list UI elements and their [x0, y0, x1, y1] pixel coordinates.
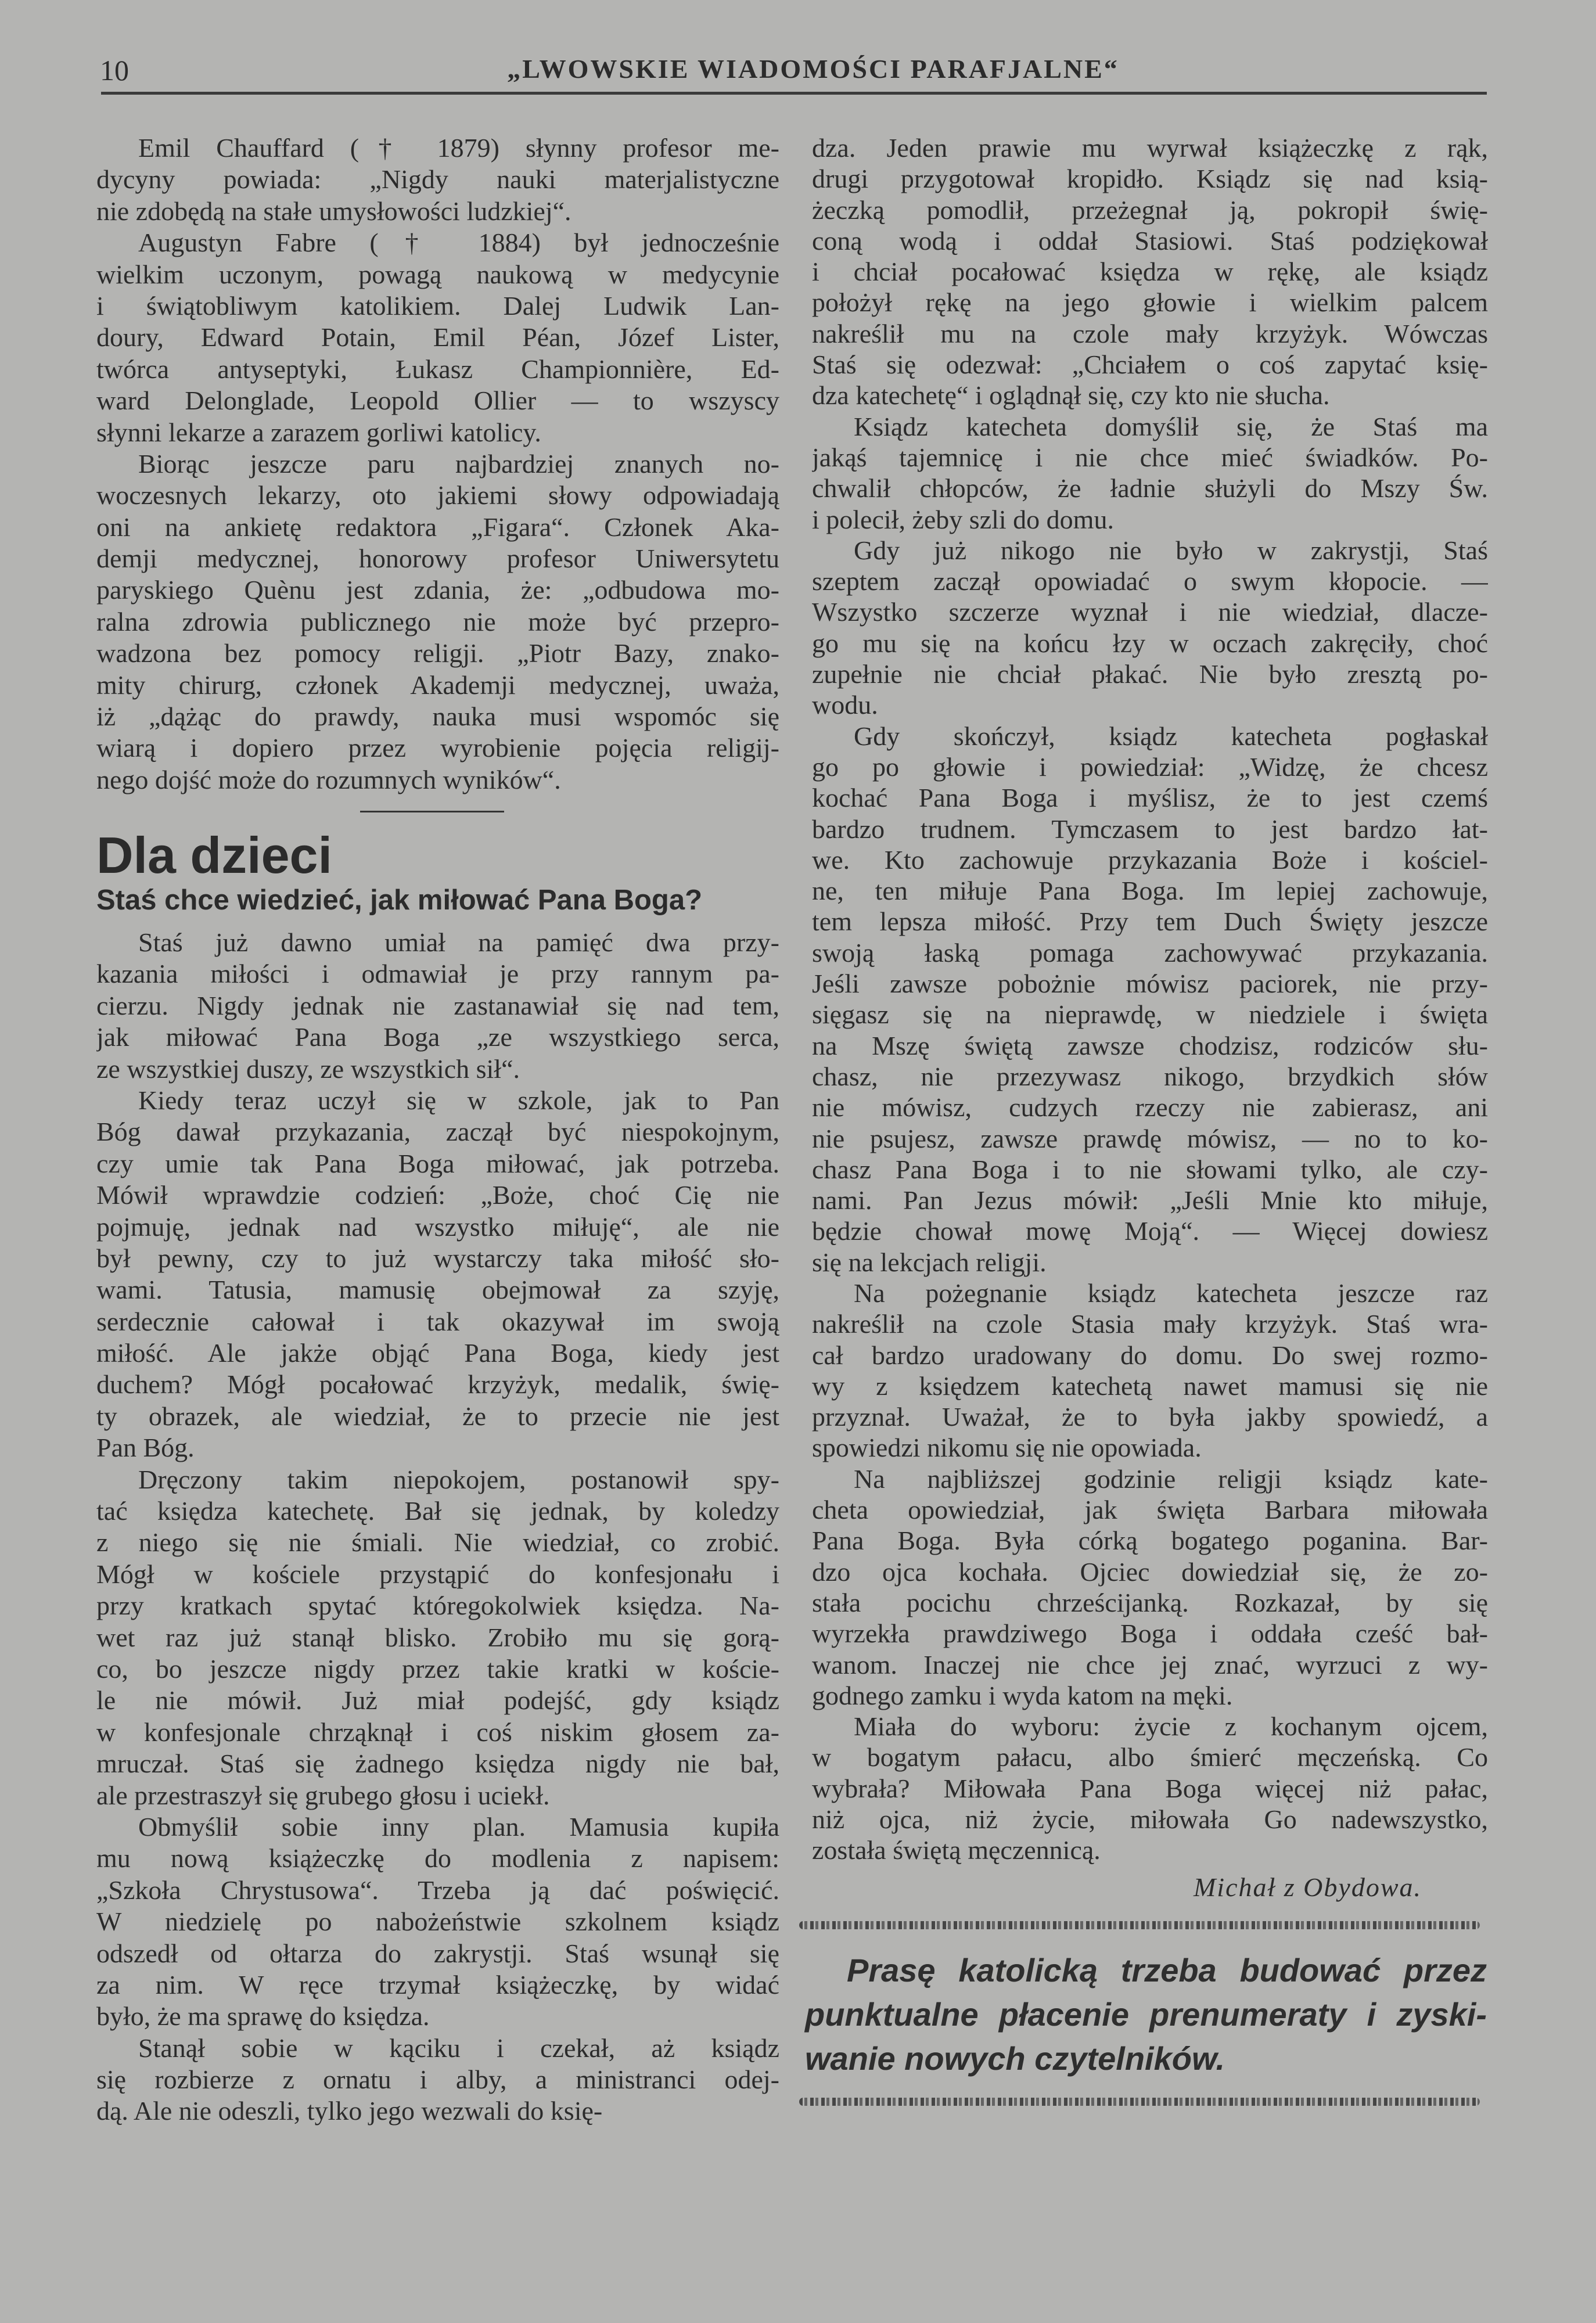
ornamental-border-bottom: [799, 2098, 1480, 2106]
text-line: zupełnie nie chciał płakać. Nie było zresztą po-: [812, 659, 1488, 689]
text-line: ty obrazek, ale wiedział, że to przecie nie jest: [96, 1401, 779, 1431]
text-line: Mógł w kościele przystąpić do konfesjonału i: [96, 1559, 779, 1589]
text-line: Pana Boga. Była córką bogatego poganina. Bar-: [812, 1526, 1488, 1556]
text-line: twórca antyseptyki, Łukasz Championnière, Ed-: [96, 354, 779, 384]
text-line: cheta opowiedział, jak święta Barbara miłowała: [812, 1495, 1488, 1525]
text-line: cierzu. Nigdy jednak nie zastanawiał się nad tem,: [96, 990, 779, 1020]
text-line: dza. Jeden prawie mu wyrwał książeczkę z rąk,: [812, 133, 1488, 163]
text-line: Ksiądz katecheta domyślił się, że Staś ma: [854, 411, 1488, 441]
text-line: Gdy już nikogo nie było w zakrystji, Staś: [854, 535, 1488, 565]
text-line: co, bo jeszcze nigdy przez takie kratki w koście-: [96, 1653, 779, 1684]
text-line: kochać Pana Boga i myślisz, że to jest czemś: [812, 783, 1488, 813]
paragraph: [812, 721, 1488, 1278]
section-heading: Dla dzieci: [96, 826, 332, 884]
press-slogan: [805, 1948, 1487, 2081]
text-line: wy z księdzem katechetą nawet mamusi się nie: [812, 1371, 1488, 1401]
text-line: Pan Bóg.: [96, 1433, 195, 1463]
text-line: chasz, nie przezywasz nikogo, brzydkich słów: [812, 1061, 1488, 1091]
left-column-article: [96, 927, 779, 2127]
text-line: chasz Pana Boga i to nie słowami tylko, ale czy-: [812, 1154, 1488, 1184]
text-line: wanom. Inaczej nie chce jej znać, wyrzuci z wy-: [812, 1649, 1488, 1680]
paragraph: [812, 132, 1488, 411]
ornamental-border-top: [799, 1921, 1480, 1929]
text-line: doury, Edward Potain, Emil Péan, Józef Lister,: [96, 322, 779, 353]
text-line: dą. Ale nie odeszli, tylko jego wezwali do księ-: [96, 2096, 603, 2126]
text-line: niż ojca, niż życie, miłowała Go nadewszystko,: [812, 1804, 1488, 1835]
text-line: w konfesjonale chrząknął i coś niskim głosem za-: [96, 1717, 779, 1747]
text-line: drugi przygotował kropidło. Ksiądz się nad ksią-: [812, 164, 1488, 194]
text-line: cał bardzo uradowany do domu. Do swej rozmo-: [812, 1340, 1488, 1370]
text-line: ze wszystkiej duszy, ze wszystkich sił“.: [96, 1053, 520, 1084]
text-line: wami. Tatusia, mamusię obejmował za szyję,: [96, 1275, 779, 1305]
text-line: Biorąc jeszcze paru najbardziej znanych no-: [138, 448, 779, 479]
text-line: chwalił chłopców, że ładnie służyli do Mszy Św.: [812, 473, 1488, 504]
text-line: się rozbierze z ornatu i alby, a ministranci odej-: [96, 2065, 779, 2095]
paragraph: [96, 227, 779, 448]
text-line: dycyny powiada: „Nigdy nauki materjalistyczne: [96, 164, 779, 195]
text-line: ralna zdrowia publicznego nie może być przepro-: [96, 606, 779, 637]
left-column-intro: [96, 132, 779, 796]
text-line: z niego się nie śmiali. Nie wiedział, co zrobić.: [96, 1527, 779, 1558]
text-line: woczesnych lekarzy, oto jakiemi słowy odpowiadają: [96, 480, 779, 510]
text-line: ward Delonglade, Leopold Ollier — to wszyscy: [96, 386, 779, 416]
paragraph: [812, 1278, 1488, 1463]
text-line: przyznał. Uważał, że to była jakby spowiedź, a: [812, 1402, 1488, 1432]
page-number: 10: [100, 54, 129, 87]
text-line: demji medycznej, honorowy profesor Uniwersytetu: [96, 544, 779, 574]
text-line: nami. Pan Jezus mówił: „Jeśli Mnie kto miłuje,: [812, 1185, 1488, 1216]
text-line: coną wodą i oddał Stasiowi. Staś podziękował: [812, 225, 1488, 256]
text-line: słynni lekarze a zarazem gorliwi katolicy.: [96, 417, 541, 447]
paragraph: [96, 1811, 779, 2033]
text-line: miłość. Ale jakże objąć Pana Boga, kiedy jest: [96, 1338, 779, 1368]
text-line: Jeśli zawsze pobożnie mówisz paciorek, nie przy-: [812, 969, 1488, 999]
text-line: Staś już dawno umiał na pamięć dwa przy-: [138, 927, 779, 957]
author-signature: Michał z Obydowa.: [1193, 1872, 1422, 1902]
text-line: jakąś tajemnicę i nie chce mieć świadków. Po-: [812, 442, 1488, 472]
article-subheading: Staś chce wiedzieć, jak miłować Pana Boga?: [96, 884, 703, 916]
text-line: nakreślił mu na czole mały krzyżyk. Wówczas: [812, 318, 1488, 348]
text-line: Miała do wyboru: życie z kochanym ojcem,: [854, 1711, 1488, 1742]
text-line: w bogatym pałacu, albo śmierć męczeńską. Co: [812, 1742, 1488, 1772]
text-line: serdecznie całował i tak okazywał im swoją: [96, 1306, 779, 1336]
text-line: Augustyn Fabre († 1884) był jednocześnie: [138, 228, 779, 258]
text-line: nego dojść może do rozumnych wyników“.: [96, 764, 561, 794]
section-divider: [360, 811, 504, 812]
text-line: wadzona bez pomocy religji. „Piotr Bazy, znako-: [96, 638, 779, 668]
text-line: był pewny, czy to już wystarczy taka miłość sło-: [96, 1243, 779, 1273]
running-title: „LWOWSKIE WIADOMOŚCI PARAFJALNE“: [507, 54, 1119, 84]
text-line: spowiedzi nikomu się nie opowiada.: [812, 1433, 1202, 1463]
text-line: dza katechetę“ i oglądnął się, czy kto nie słucha.: [812, 380, 1330, 411]
paragraph: [812, 535, 1488, 721]
text-line: Staś się odezwał: „Chciałem o coś zapytać księ-: [812, 350, 1488, 380]
paragraph: [96, 2033, 779, 2127]
text-line: duchem? Mógł pocałować krzyżyk, medalik, świę-: [96, 1369, 779, 1400]
text-line: go po głowie i powiedział: „Widzę, że chcesz: [812, 751, 1488, 782]
text-line: wiarą i dopiero przez wyrobienie pojęcia religij-: [96, 733, 779, 763]
text-line: została świętą męczennicą.: [812, 1835, 1101, 1865]
paragraph: [96, 132, 779, 227]
text-line: dzo ojca kochała. Ojciec dowiedział się, że zo-: [812, 1556, 1488, 1587]
text-line: szeptem zaczął opowiadać o swym kłopocie. —: [812, 566, 1488, 596]
text-line: odszedł od ołtarza do zakrystji. Staś wsunął się: [96, 1938, 779, 1968]
text-line: Na pożegnanie ksiądz katecheta jeszcze raz: [854, 1278, 1488, 1308]
paragraph: [96, 1085, 779, 1464]
text-line: Bóg dawał przykazania, zaczął być niespokojnym,: [96, 1117, 779, 1147]
paragraph: [812, 1463, 1488, 1711]
text-line: żeczką pomodlił, przeżegnał ją, pokropił świę-: [812, 195, 1488, 225]
text-line: wielkim uczonym, powagą naukową w medycynie: [96, 259, 779, 289]
text-line: było, że ma sprawę do księdza.: [96, 2001, 430, 2031]
text-line: nakreślił na czole Stasia mały krzyżyk. Staś wra-: [812, 1309, 1488, 1339]
text-line: ne, ten miłuje Pana Boga. Im lepiej zachowuje,: [812, 876, 1488, 906]
text-line: położył rękę na jego głowie i wielkim palcem: [812, 287, 1488, 318]
text-line: się na lekcjach religji.: [812, 1247, 1047, 1277]
text-line: iż „dążąc do prawdy, nauka musi wspomóc się: [96, 702, 779, 732]
text-line: Wszystko szczerze wyznał i nie wiedział, dlacze-: [812, 597, 1488, 627]
slogan-line: punktualne płacenie prenumeraty i zyski-: [805, 1996, 1487, 2033]
paragraph: [812, 411, 1488, 535]
text-line: stała pocichu chrześcijanką. Rozkazał, by się: [812, 1587, 1488, 1617]
text-line: mu nową książeczkę do modlenia z napisem:: [96, 1843, 779, 1873]
text-line: tać księdza katechetę. Bał się jednak, by koledzy: [96, 1496, 779, 1526]
paragraph: [96, 448, 779, 796]
text-line: mruczał. Staś się żadnego księdza nigdy nie bał,: [96, 1749, 779, 1779]
header-rule: [101, 92, 1487, 95]
text-line: nie psujesz, zawsze prawdę mówisz, — no to ko-: [812, 1123, 1488, 1153]
text-line: Mówił wprawdzie codzień: „Boże, choć Cię nie: [96, 1180, 779, 1210]
text-line: bardzo trudnem. Tymczasem to jest bardzo łat-: [812, 814, 1488, 844]
text-line: swoją łaską pomaga zachowywać przykazania.: [812, 937, 1488, 968]
text-line: za nim. W ręce trzymał książeczkę, by widać: [96, 1969, 779, 2000]
paragraph: [96, 927, 779, 1085]
text-line: Emil Chauffard († 1879) słynny profesor me-: [138, 133, 779, 163]
text-line: wodu.: [812, 690, 878, 720]
text-line: Obmyślił sobie inny plan. Mamusia kupiła: [138, 1811, 779, 1842]
text-line: nie mówisz, cudzych rzeczy nie zabierasz, ani: [812, 1092, 1488, 1123]
right-column-article: [812, 132, 1488, 1866]
text-line: we. Kto zachowuje przykazania Boże i kościel-: [812, 844, 1488, 875]
text-line: jak miłować Pana Boga „ze wszystkiego serca,: [96, 1022, 779, 1052]
text-line: i chciał pocałować księdza w rękę, ale ksiądz: [812, 257, 1488, 287]
text-line: przy kratkach spytać któregokolwiek księdza. Na-: [96, 1591, 779, 1621]
text-line: na Mszę świętą zawsze chodzisz, rodziców słu-: [812, 1030, 1488, 1060]
text-line: paryskiego Quènu jest zdania, że: „odbudowa mo-: [96, 575, 779, 605]
text-line: pojmuję, jednak nad wszystko miłuję“, ale nie: [96, 1211, 779, 1242]
text-line: ale przestraszył się grubego głosu i uciekł.: [96, 1780, 550, 1810]
text-line: Kiedy teraz uczył się w szkole, jak to Pan: [138, 1085, 779, 1115]
text-line: tem lepsza miłość. Przy tem Duch Święty jeszcze: [812, 907, 1488, 937]
text-line: „Szkoła Chrystusowa“. Trzeba ją dać poświęcić.: [96, 1875, 779, 1905]
text-line: mity chirurg, członek Akademji medycznej, uważa,: [96, 670, 779, 700]
text-line: le nie mówił. Już miał podejść, gdy ksiądz: [96, 1685, 779, 1716]
text-line: i świątobliwym katolikiem. Dalej Ludwik Lan-: [96, 290, 779, 321]
slogan-line: Prasę katolicką trzeba budować przez: [847, 1952, 1487, 1988]
text-line: Dręczony takim niepokojem, postanowił spy-: [138, 1464, 779, 1494]
paragraph: [812, 1711, 1488, 1865]
text-line: nie zdobędą na stałe umysłowości ludzkiej“.: [96, 196, 571, 226]
text-line: Gdy skończył, ksiądz katecheta pogłaskał: [854, 721, 1488, 751]
text-line: wyrzekła prawdziwego Boga i oddała cześć bał-: [812, 1619, 1488, 1649]
text-line: czy umie tak Pana Boga miłować, jak potrzeba.: [96, 1148, 779, 1178]
text-line: i polecił, żeby szli do domu.: [812, 504, 1114, 534]
text-line: wet raz już stanął blisko. Zrobiło mu się gorą-: [96, 1622, 779, 1652]
text-line: będzie chował mowę Moją“. — Więcej dowiesz: [812, 1216, 1488, 1246]
text-line: godnego zamku i wyda katom na męki.: [812, 1680, 1233, 1710]
text-line: kazania miłości i odmawiał je przy rannym pa-: [96, 959, 779, 989]
text-line: oni na ankietę redaktora „Figara“. Członek Aka-: [96, 512, 779, 542]
text-line: wybrała? Miłowała Pana Boga więcej niż pałac,: [812, 1773, 1488, 1803]
slogan-line: wanie nowych czytelników.: [805, 2040, 1225, 2077]
text-line: Stanął sobie w kąciku i czekał, aż ksiądz: [138, 2033, 779, 2063]
text-line: W niedzielę po nabożeństwie szkolnem ksiądz: [96, 1907, 779, 1937]
paragraph: [96, 1464, 779, 1811]
text-line: go mu się na końcu łzy w oczach zakręciły, choć: [812, 628, 1488, 658]
text-line: Na najbliższej godzinie religji ksiądz kate-: [854, 1463, 1488, 1494]
text-line: sięgasz się na nieprawdę, w niedziele i święta: [812, 999, 1488, 1030]
